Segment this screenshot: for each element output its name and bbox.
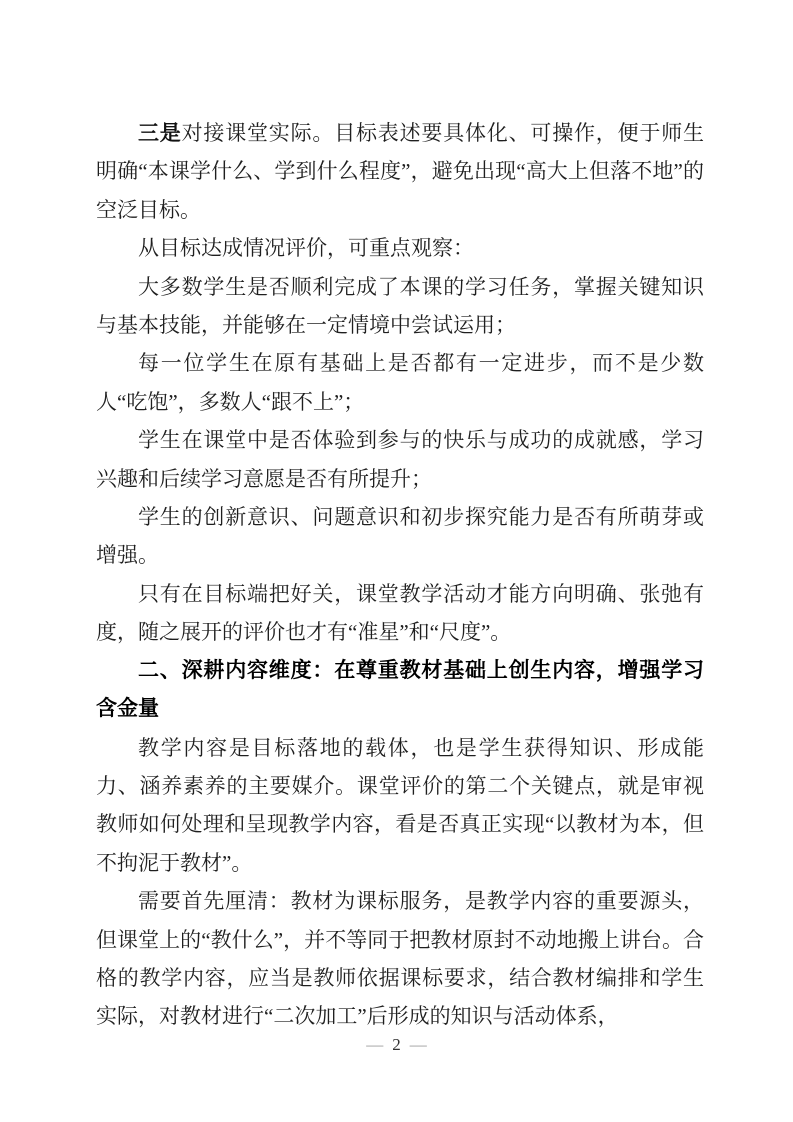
paragraph-text: 从目标达成情况评价，可重点观察： (138, 236, 474, 261)
paragraph-text: 对接课堂实际。目标表述要具体化、可操作，便于师生明确“本课学什么、学到什么程度”，避免出现“高大上但落不地”的空泛目标。 (96, 121, 705, 222)
paragraph-text: 学生在课堂中是否体验到参与的快乐与成功的成就感，学习兴趣和后续学习意愿是否有所提升； (96, 428, 704, 491)
paragraph (96, 268, 704, 345)
paragraph-text: 大多数学生是否顺利完成了本课的学习任务，掌握关键知识与基本技能，并能够在一定情境中尝试运用； (96, 274, 704, 338)
paragraph (96, 575, 704, 652)
paragraph (96, 229, 704, 267)
footer-dash-left: — (366, 1035, 384, 1054)
paragraph (96, 882, 704, 1036)
paragraph (96, 421, 704, 498)
paragraph (96, 729, 704, 883)
section-heading-text: 二、深耕内容维度：在尊重教材基础上创生内容，增强学习含金量 (96, 658, 704, 721)
paragraph (96, 114, 704, 229)
paragraph-text: 学生的创新意识、问题意识和初步探究能力是否有所萌芽或增强。 (96, 505, 704, 568)
paragraph-text: 每一位学生在原有基础上是否都有一定进步，而不是少数人“吃饱”，多数人“跟不上”； (96, 351, 704, 414)
document-body (96, 114, 704, 1036)
footer-dash-right: — (409, 1035, 427, 1054)
paragraph (96, 498, 704, 575)
paragraph (96, 344, 704, 421)
page-number: 2 (392, 1035, 401, 1054)
section-heading (96, 652, 704, 729)
paragraph-text: 需要首先厘清：教材为课标服务，是教学内容的重要源头，但课堂上的“教什么”，并不等同于把教材原封不动地搬上讲台。合格的教学内容，应当是教师依据课标要求，结合教材编排和学生实际，对教材进行“二次加工”后形成的知识与活动体系， (96, 889, 704, 1029)
paragraph-text: 教学内容是目标落地的载体，也是学生获得知识、形成能力、涵养素养的主要媒介。课堂评价的第二个关键点，就是审视教师如何处理和呈现教学内容，看是否真正实现“以教材为本，但不拘泥于教材”。 (96, 735, 704, 875)
page-footer (0, 1034, 793, 1056)
paragraph-bold-lead: 三是 (138, 121, 182, 145)
paragraph-text: 只有在目标端把好关，课堂教学活动才能方向明确、张弛有度，随之展开的评价也才有“准星”和“尺度”。 (96, 581, 704, 645)
